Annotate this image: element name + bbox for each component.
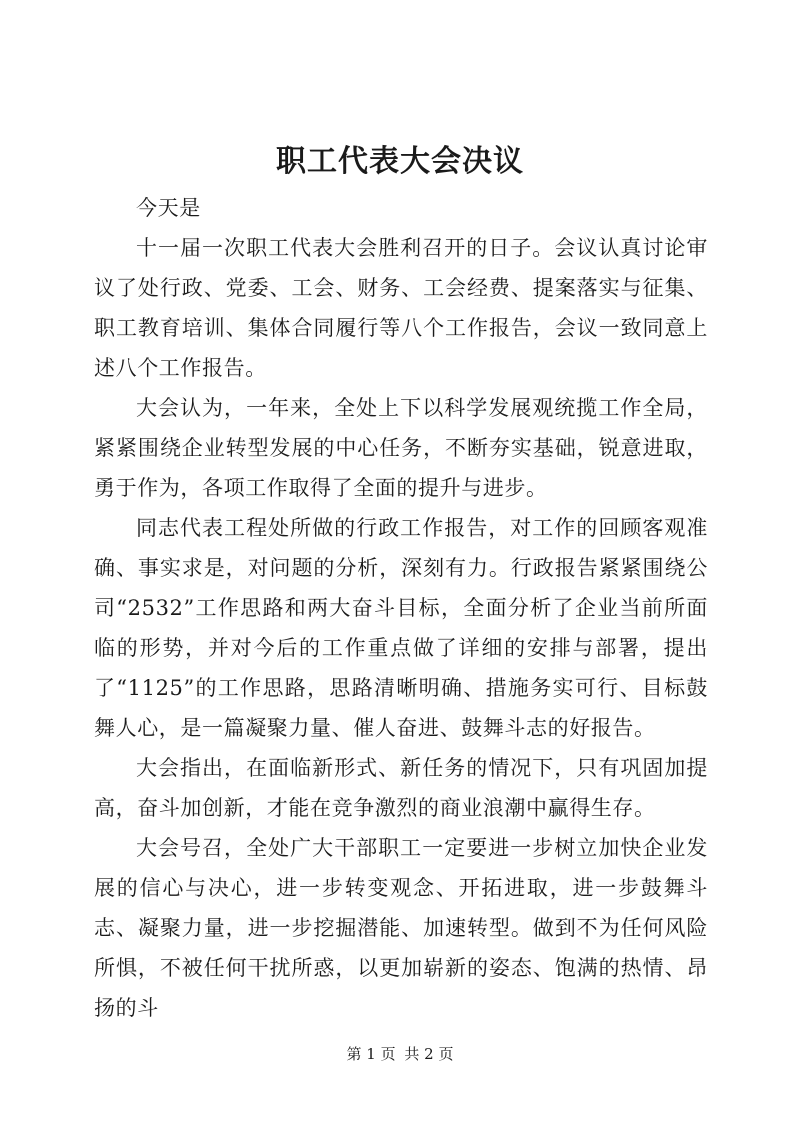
paragraph-report-review: 同志代表工程处所做的行政工作报告，对工作的回顾客观准确、事实求是，对问题的分析，深刻有力。行政报告紧紧围绕公司“2532”工作思路和两大奋斗目标，全面分析了企业当前所面临的形势，并对今后的工作重点做了详细的安排与部署，提出了“1125”的工作思路，思路清晰明确、措施务实可行、目标鼓舞人心，是一篇凝聚力量、催人奋进、鼓舞斗志的好报告。: [94, 516, 708, 740]
page-footer: [0, 1043, 800, 1065]
paragraph-conclusion: 大会指出，在面临新形式、新任务的情况下，只有巩固加提高，奋斗加创新，才能在竞争激烈的商业浪潮中赢得生存。: [94, 756, 708, 820]
document-title: 职工代表大会决议: [276, 144, 524, 179]
paragraph-assessment: 大会认为，一年来，全处上下以科学发展观统揽工作全局，紧紧围绕企业转型发展的中心任务，不断夯实基础，锐意进取，勇于作为，各项工作取得了全面的提升与进步。: [94, 396, 708, 500]
paragraph-meeting-summary: 十一届一次职工代表大会胜利召开的日子。会议认真讨论审议了处行政、党委、工会、财务、工会经费、提案落实与征集、职工教育培训、集体合同履行等八个工作报告，会议一致同意上述八个工作报告。: [94, 236, 708, 380]
document-body: [94, 188, 708, 1028]
paragraph-call-to-action: 大会号召，全处广大干部职工一定要进一步树立加快企业发展的信心与决心，进一步转变观念、开拓进取，进一步鼓舞斗志、凝聚力量，进一步挖掘潜能、加速转型。做到不为任何风险所惧，不被任何干扰所惑，以更加崭新的姿态、饱满的热情、昂扬的斗: [94, 836, 708, 1020]
page-total: 共 2 页: [404, 1045, 454, 1063]
page-number: 第 1 页: [346, 1045, 396, 1063]
paragraph-date: 今天是: [136, 196, 201, 220]
